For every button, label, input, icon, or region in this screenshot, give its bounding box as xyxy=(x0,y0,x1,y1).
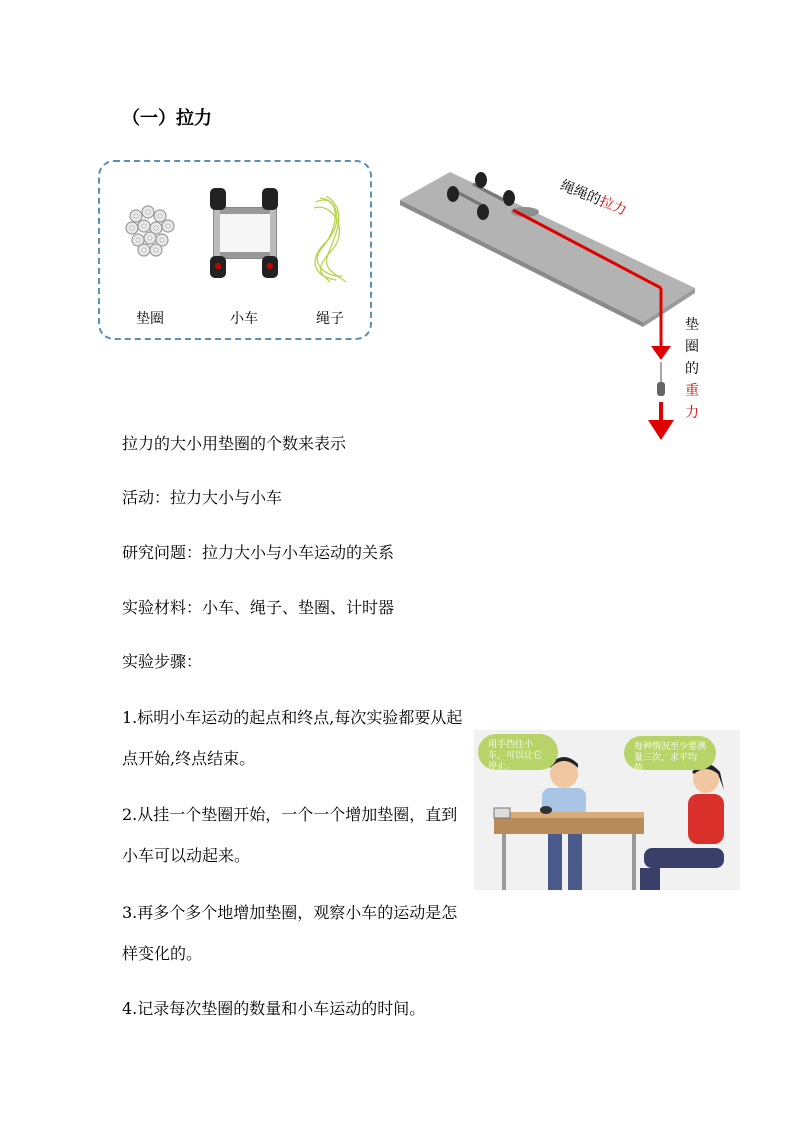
hanging-washer-icon xyxy=(657,382,665,396)
question-line: 研究问题：拉力大小与小车运动的关系 xyxy=(122,543,395,562)
material-label-cart: 小车 xyxy=(230,311,258,327)
intro-line: 拉力的大小用垫圈的个数来表示 xyxy=(122,434,347,453)
activity-line: 活动：拉力大小与小车 xyxy=(122,488,283,507)
gravity-char: 力 xyxy=(685,405,699,421)
gravity-char: 的 xyxy=(685,361,699,377)
speech-bubble-right: 每种情况至少要测量三次，求平均值。 xyxy=(624,736,716,770)
materials-line: 实验材料：小车、绳子、垫圈、计时器 xyxy=(122,598,395,617)
gravity-arrow-icon xyxy=(648,420,674,440)
gravity-char: 垫 xyxy=(685,317,699,333)
cart-icon xyxy=(204,186,284,282)
gravity-char: 重 xyxy=(685,383,699,399)
step-item: 2.从挂一个垫圈开始，一个一个增加垫圈，直到小车可以动起来。 xyxy=(122,805,458,865)
arrow-down-icon xyxy=(651,346,671,360)
board xyxy=(400,172,695,322)
gravity-label xyxy=(683,314,701,424)
step-item: 4.记录每次垫圈的数量和小车运动的时间。 xyxy=(122,999,426,1018)
speech-bubble-left: 用手挡住小车，可以让它停止。 xyxy=(478,734,558,770)
materials-box xyxy=(98,160,372,340)
rope-icon xyxy=(306,192,356,284)
step-item: 1.标明小车运动的起点和终点,每次实验都要从起点开始,终点结束。 xyxy=(122,708,463,768)
gravity-char: 圈 xyxy=(685,339,699,355)
step-item: 3.再多个多个地增加垫圈，观察小车的运动是怎样变化的。 xyxy=(122,903,458,963)
material-label-washers: 垫圈 xyxy=(136,311,164,327)
washers-icon xyxy=(120,202,180,262)
rope-label-prefix: 绳绳的 xyxy=(557,177,603,209)
material-label-rope: 绳子 xyxy=(316,311,344,327)
section-title: （一）拉力 xyxy=(122,108,212,129)
steps-heading: 实验步骤： xyxy=(122,652,203,671)
rope-label-emphasis: 拉力 xyxy=(596,193,629,219)
experiment-photo xyxy=(474,730,740,890)
force-diagram xyxy=(395,150,715,445)
